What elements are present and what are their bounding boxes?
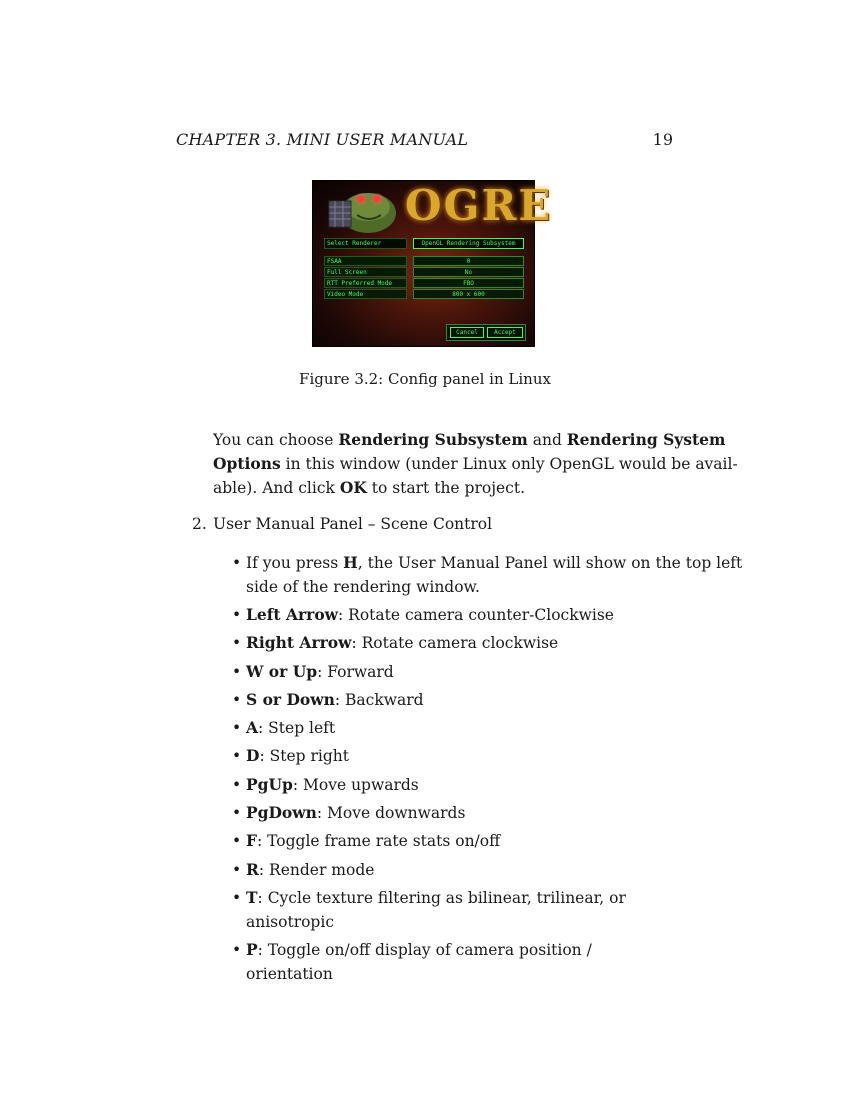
ogre-creature-icon <box>323 185 403 235</box>
text-run: and <box>527 431 567 449</box>
key-name: Left Arrow <box>246 605 339 624</box>
bullet-line: side of the rendering window. <box>246 578 480 596</box>
item-text: User Manual Panel – Scene Control <box>213 515 493 533</box>
key-name: PgDown <box>246 803 317 823</box>
accept-button[interactable]: Accept <box>487 327 523 338</box>
bold-term: Rendering System <box>566 430 726 449</box>
text-run: You can choose <box>213 431 339 449</box>
key-name: PgUp <box>246 774 293 794</box>
key-description: : Step left <box>258 719 336 738</box>
enumerated-item <box>192 512 492 536</box>
list-item <box>232 551 743 599</box>
key-description: : Rotate camera clockwise <box>351 634 559 653</box>
key-name: S or Down <box>246 689 335 709</box>
list-item <box>232 801 674 825</box>
paragraph-line <box>213 476 673 500</box>
text-run: in this window (under Linux only OpenGL would be avail- <box>280 455 738 473</box>
key-name: Right Arrow <box>246 633 352 653</box>
key-name: R <box>246 859 259 879</box>
list-item <box>232 938 674 986</box>
ogre-logo: OGRE <box>405 181 553 230</box>
instruction-paragraph <box>213 428 738 500</box>
running-head <box>176 130 673 152</box>
key-name: H <box>343 553 358 572</box>
key-name: F <box>246 831 258 851</box>
key-name: P <box>246 940 258 960</box>
list-item <box>232 886 674 934</box>
list-item <box>232 631 674 655</box>
key-name: A <box>246 718 259 738</box>
config-panel-figure <box>312 180 553 347</box>
list-item <box>232 688 674 712</box>
key-description: : Forward <box>317 662 394 681</box>
bold-term: Options <box>213 454 281 473</box>
key-name: W or Up <box>246 661 318 681</box>
key-name: T <box>246 887 258 907</box>
figure-caption: Figure 3.2: Config panel in Linux <box>299 370 551 388</box>
chapter-title: CHAPTER 3. MINI USER MANUAL <box>176 130 469 149</box>
option-label: Full Screen <box>324 267 407 277</box>
key-description: : Toggle on/off display of camera position / orientation <box>246 941 592 984</box>
page-number: 19 <box>652 130 673 149</box>
option-value[interactable]: 800 x 600 <box>413 289 524 299</box>
paragraph-line <box>213 452 738 476</box>
list-item <box>232 744 674 768</box>
bold-term: OK <box>339 478 367 497</box>
controls-list <box>232 551 743 986</box>
option-label: RTT Preferred Mode <box>324 278 407 288</box>
text-run: If you press <box>246 554 344 572</box>
dialog-buttons <box>446 324 526 341</box>
text-run: to start the project. <box>366 479 526 497</box>
key-description: : Rotate camera counter-Clockwise <box>338 606 614 624</box>
text-run: able). And click <box>213 479 340 497</box>
option-value[interactable]: 0 <box>413 256 524 266</box>
option-label: FSAA <box>324 256 407 266</box>
bullet-line <box>246 551 743 575</box>
key-description: : Move upwards <box>292 775 419 794</box>
cancel-button[interactable]: Cancel <box>450 327 484 338</box>
item-number: 2. <box>192 515 207 533</box>
bold-term: Rendering Subsystem <box>338 430 528 449</box>
key-description: : Toggle frame rate stats on/off <box>257 832 501 851</box>
key-description: : Move downwards <box>316 804 466 823</box>
key-name: D <box>246 746 260 766</box>
key-description: : Cycle texture filtering as bilinear, trilinear, or anisotropic <box>246 888 626 931</box>
list-item <box>232 660 674 684</box>
option-value[interactable]: FBO <box>413 278 524 288</box>
list-item <box>232 603 674 627</box>
key-description: : Backward <box>334 690 424 709</box>
list-item <box>232 829 674 853</box>
option-value[interactable]: No <box>413 267 524 277</box>
paragraph-line <box>213 428 726 452</box>
key-description: : Render mode <box>258 860 375 879</box>
renderer-dropdown[interactable]: OpenGL Rendering Subsystem <box>413 238 524 249</box>
key-description: : Step right <box>259 747 349 766</box>
select-renderer-label: Select Renderer <box>324 238 407 249</box>
text-run: , the User Manual Panel will show on the top left <box>357 554 743 572</box>
list-item <box>232 716 674 740</box>
list-item <box>232 773 674 797</box>
config-panel-screenshot <box>312 180 553 347</box>
list-item <box>232 858 674 882</box>
option-label: Video Mode <box>324 289 407 299</box>
